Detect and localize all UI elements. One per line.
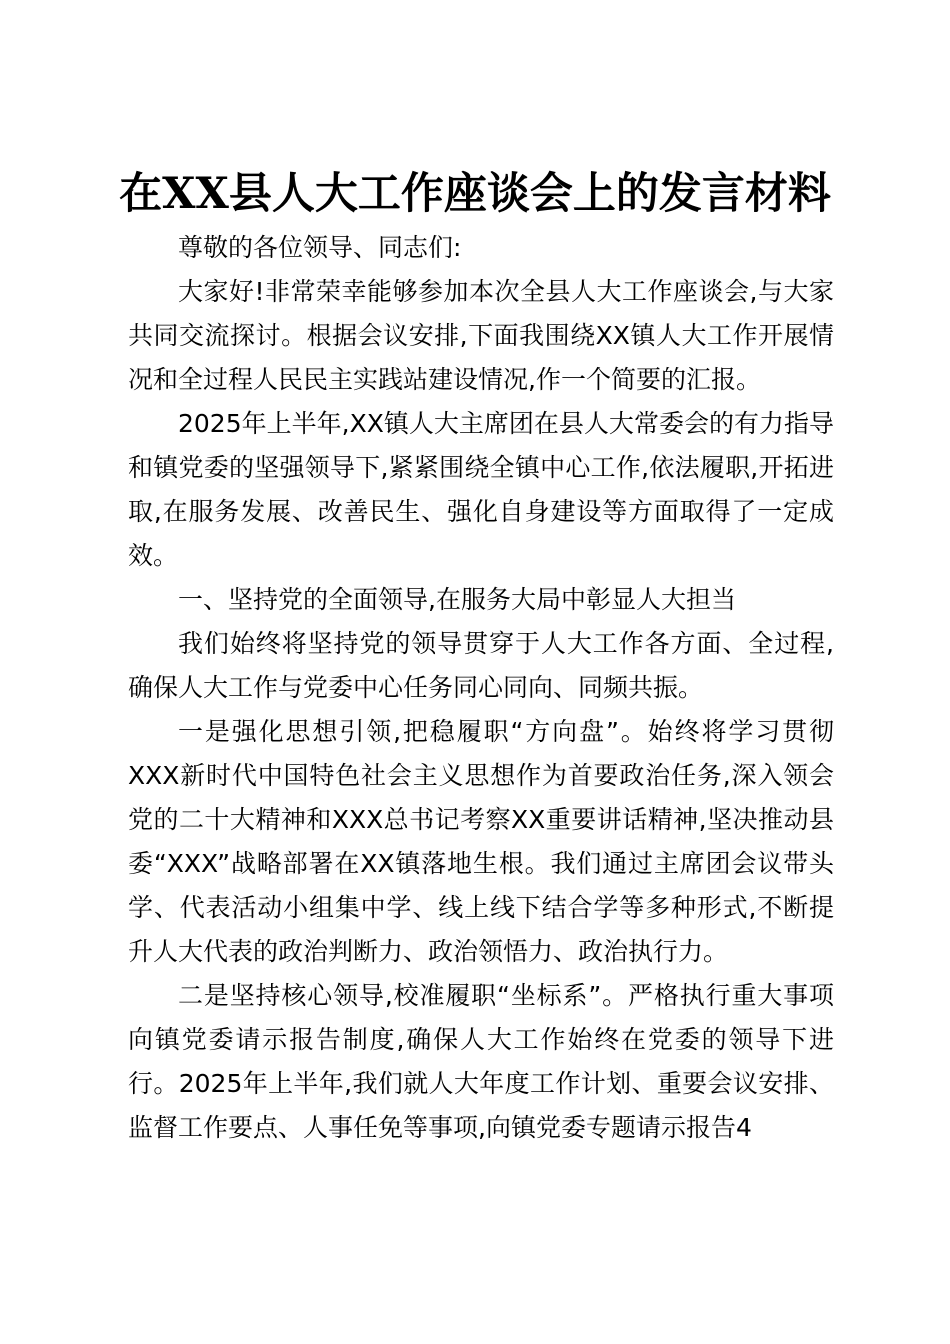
opening-paragraph: 大家好!非常荣幸能够参加本次全县人大工作座谈会,与大家共同交流探讨。根据会议安排,下面我围绕XX镇人大工作开展情况和全过程人民民主实践站建设情况,作一个简要的汇报。: [128, 277, 834, 394]
point-two-paragraph: 二是坚持核心领导,校准履职“坐标系”。严格执行重大事项向镇党委请示报告制度,确保人大工作始终在党委的领导下进行。2025年上半年,我们就人大年度工作计划、重要会议安排、监督工作要点、人事任免等事项,向镇党委专题请示报告4: [128, 981, 834, 1142]
section-heading: 一、坚持党的全面领导,在服务大局中彰显人大担当: [178, 585, 736, 614]
document-title: 在XX县人大工作座谈会上的发言材料: [119, 169, 831, 219]
point-one-paragraph: 一是强化思想引领,把稳履职“方向盘”。始终将学习贯彻XXX新时代中国特色社会主义思想作为首要政治任务,深入领会党的二十大精神和XXX总书记考察XX重要讲话精神,坚决推动县委“XXX”战略部署在XX镇落地生根。我们通过主席团会议带头学、代表活动小组集中学、线上线下结合学等多种形式,不断提升人大代表的政治判断力、政治领悟力、政治执行力。: [128, 717, 834, 966]
salutation-paragraph: 尊敬的各位领导、同志们:: [178, 233, 462, 262]
section-intro-paragraph: 我们始终将坚持党的领导贯穿于人大工作各方面、全过程,确保人大工作与党委中心任务同心同向、同频共振。: [128, 629, 834, 702]
summary-paragraph: 2025年上半年,XX镇人大主席团在县人大常委会的有力指导和镇党委的坚强领导下,紧紧围绕全镇中心工作,依法履职,开拓进取,在服务发展、改善民生、强化自身建设等方面取得了一定成效。: [128, 409, 834, 570]
document-body: [128, 226, 834, 1150]
